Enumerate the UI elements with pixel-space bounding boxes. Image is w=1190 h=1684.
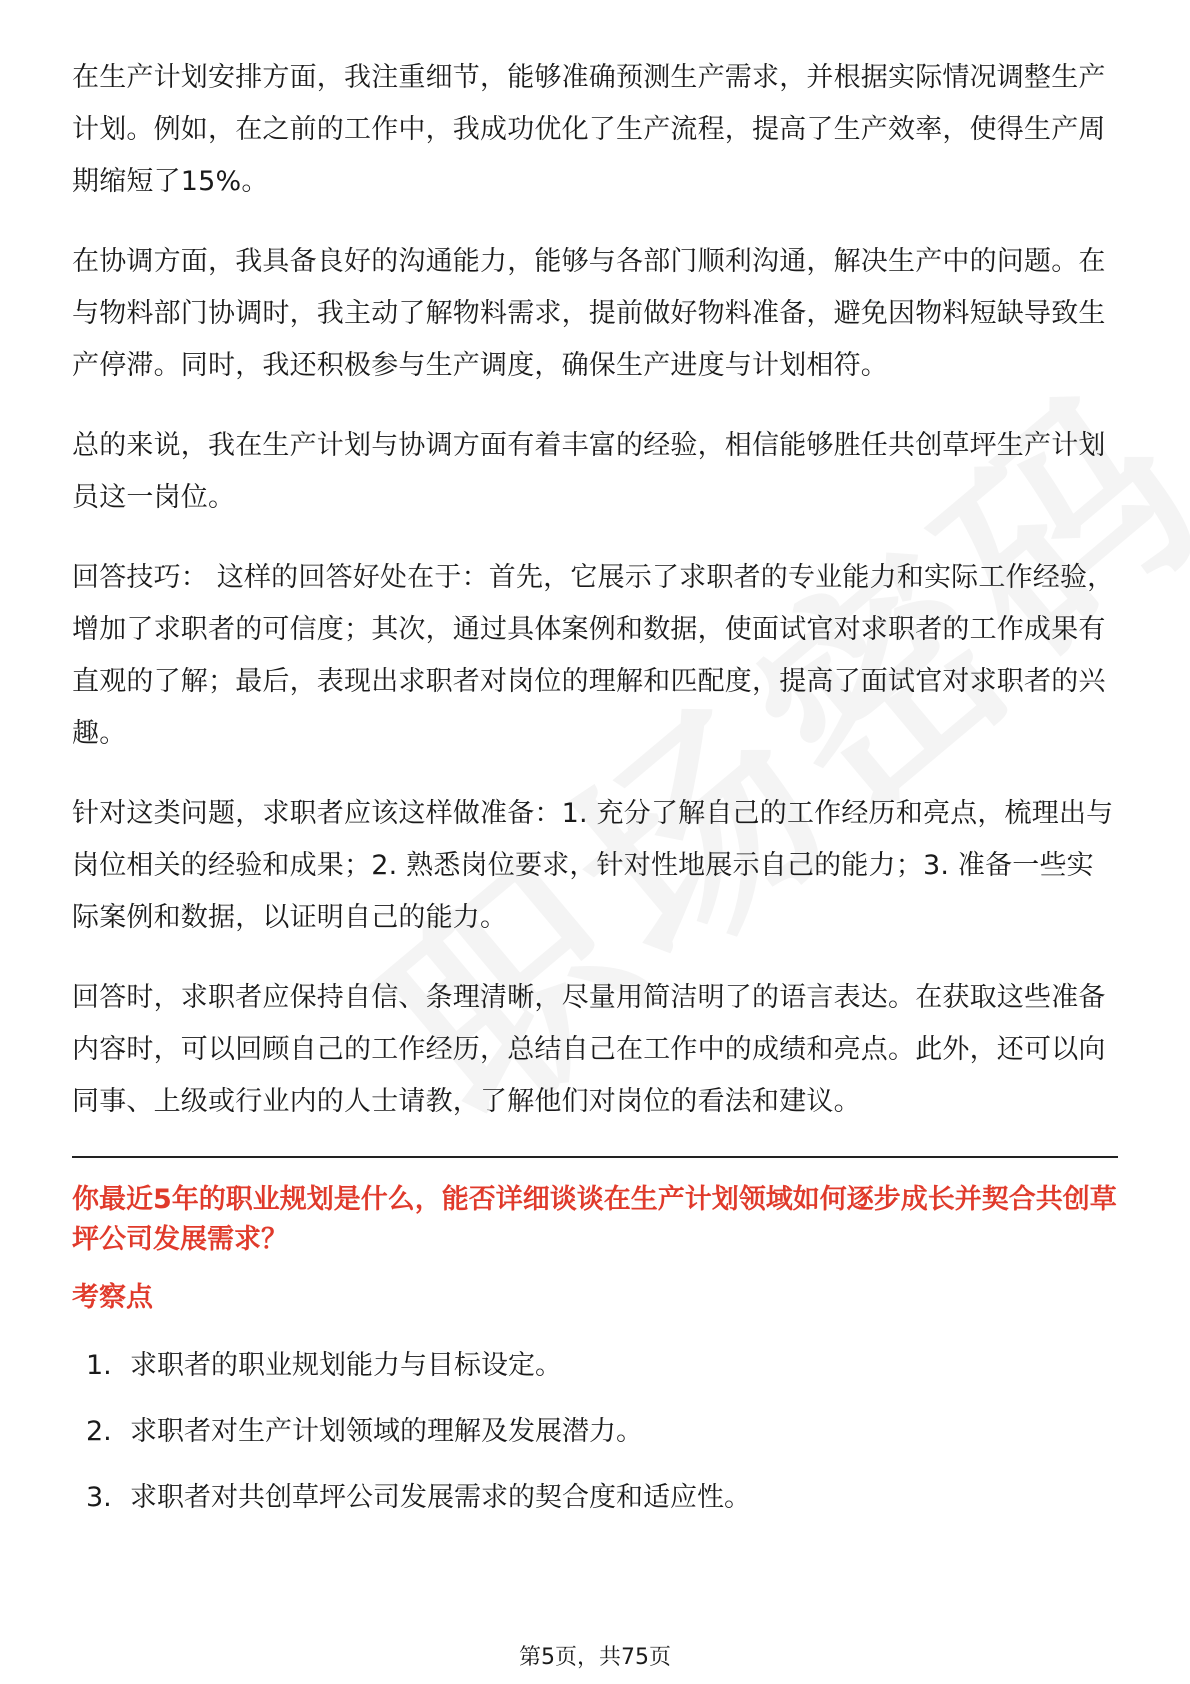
page-footer: 第5页，共75页 [519,1645,671,1670]
list-item [72,1346,1118,1386]
list-number: 1. [86,1350,112,1381]
list-item-text: 求职者对共创草坪公司发展需求的契合度和适应性。 [130,1482,751,1513]
points-list [72,1346,1118,1518]
paragraph: 回答技巧： 这样的回答好处在于：首先，它展示了求职者的专业能力和实际工作经验，增加了求职者的可信度；其次，通过具体案例和数据，使面试官对求职者的工作成果有直观的了解；最后，表现出求职者对岗位的理解和匹配度，提高了面试官对求职者的兴趣。 [72,562,1115,749]
paragraph: 回答时，求职者应保持自信、条理清晰，尽量用简洁明了的语言表达。在获取这些准备内容时，可以回顾自己的工作经历，总结自己在工作中的成绩和亮点。此外，还可以向同事、上级或行业内的人士请教，了解他们对岗位的看法和建议。 [72,982,1106,1117]
paragraph: 在协调方面，我具备良好的沟通能力，能够与各部门顺利沟通，解决生产中的问题。在与物料部门协调时，我主动了解物料需求，提前做好物料准备，避免因物料短缺导致生产停滞。同时，我还积极参与生产调度，确保生产进度与计划相符。 [72,246,1106,381]
interview-question: 你最近5年的职业规划是什么，能否详细谈谈在生产计划领域如何逐步成长并契合共创草坪公司发展需求？ [72,1184,1117,1255]
list-item-text: 求职者的职业规划能力与目标设定。 [130,1350,562,1381]
list-number: 2. [86,1416,112,1447]
paragraph: 在生产计划安排方面，我注重细节，能够准确预测生产需求，并根据实际情况调整生产计划。例如，在之前的工作中，我成功优化了生产流程，提高了生产效率，使得生产周期缩短了15%。 [72,62,1106,197]
paragraph: 总的来说，我在生产计划与协调方面有着丰富的经验，相信能够胜任共创草坪生产计划员这一岗位。 [72,430,1106,513]
section-heading: 考察点 [72,1282,153,1313]
list-number: 3. [86,1482,112,1513]
section-divider [72,1156,1118,1158]
list-item [72,1412,1118,1452]
list-item [72,1478,1118,1518]
paragraph: 针对这类问题，求职者应该这样做准备：1. 充分了解自己的工作经历和亮点，梳理出与岗位相关的经验和成果；2. 熟悉岗位要求，针对性地展示自己的能力；3. 准备一些实际案例和数据，以证明自己的能力。 [72,798,1114,933]
document-body [72,52,1118,1544]
list-item-text: 求职者对生产计划领域的理解及发展潜力。 [130,1416,643,1447]
